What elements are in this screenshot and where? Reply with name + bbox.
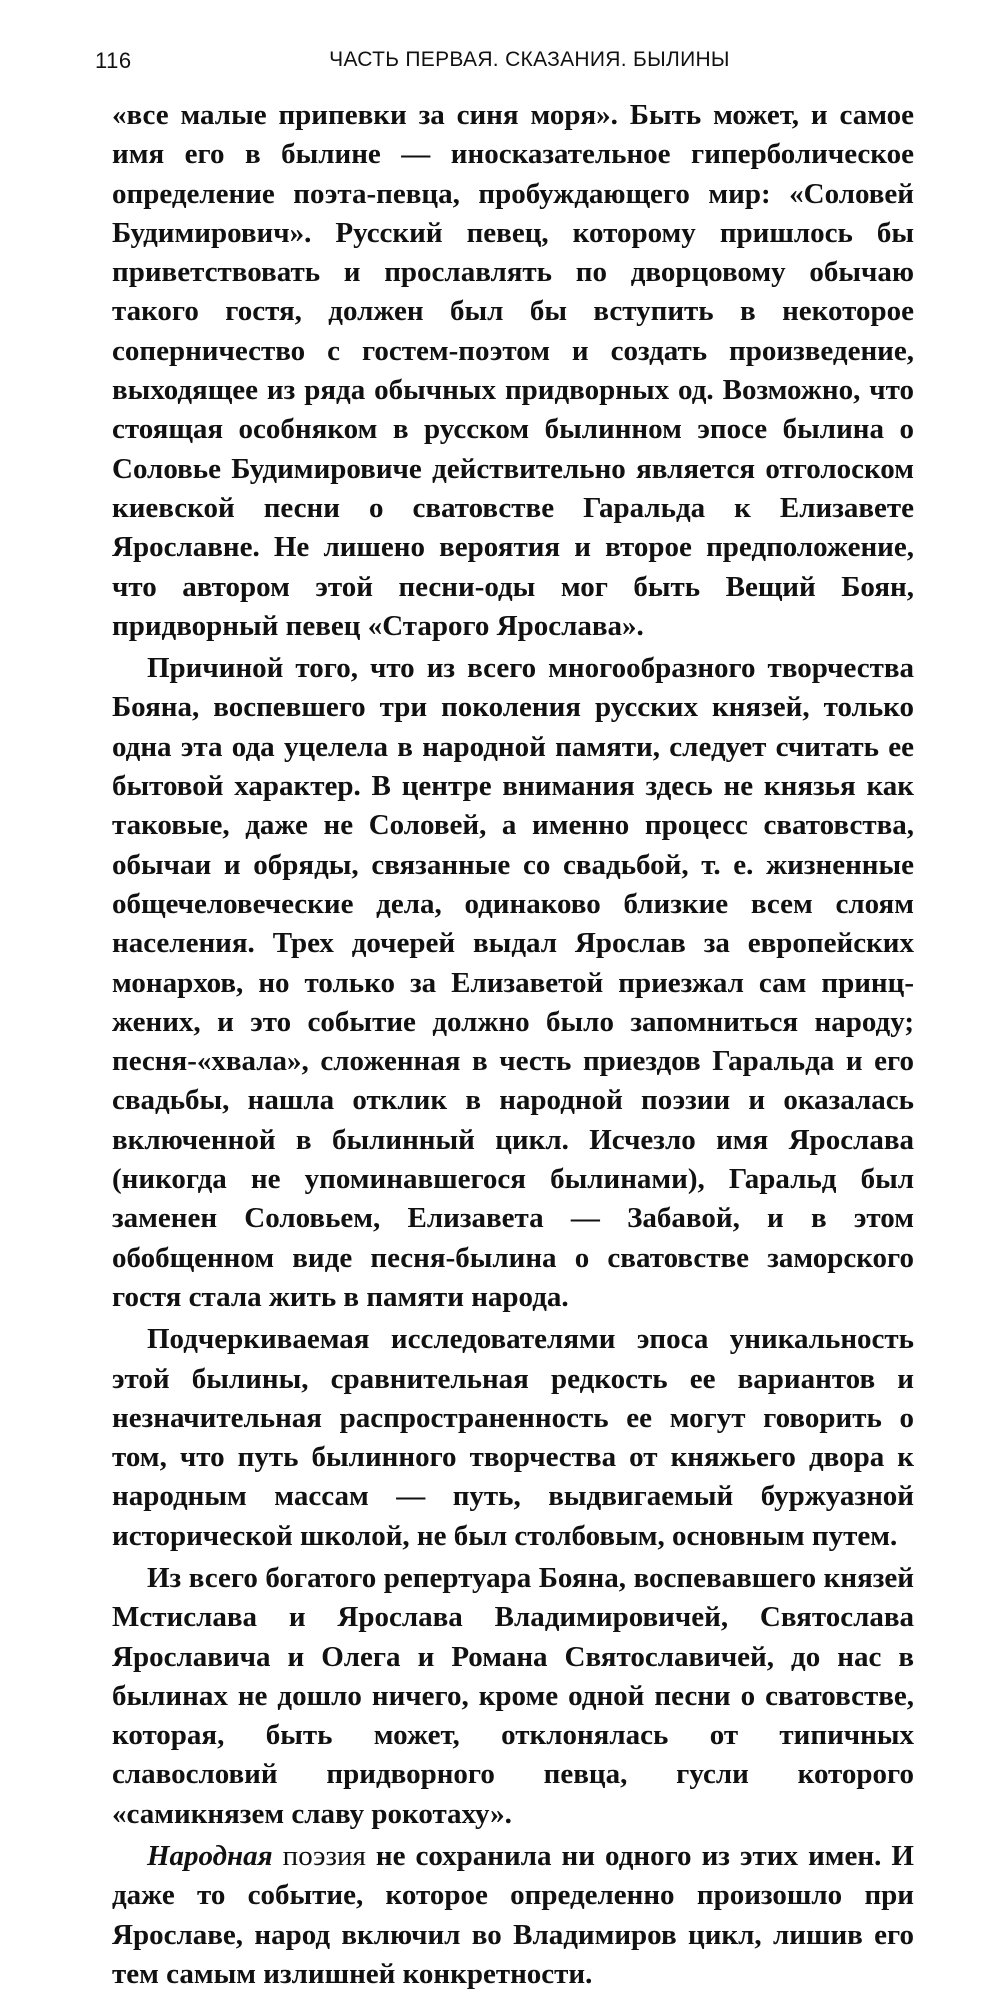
- paragraph-5-text: не сохранила ни одного из этих имен. И даже то событие, которое определенно произошло при Ярославе, народ включил во Владимиров цикл, лишив его тем самым излишней конкретности.: [112, 1840, 914, 1990]
- page-header: [95, 48, 904, 80]
- page-number: 116: [95, 48, 132, 73]
- body-text: [112, 96, 914, 1994]
- paragraph-3: Подчеркиваемая исследователями эпоса уникальность этой былины, сравнительная редкость ее вариантов и незначительная распространенность ее могут говорить о том, что путь былинного творчества от княжьего двора к народным массам — путь, выдвигаемый буржуазной исторической школой, не был столбовым, основным путем.: [112, 1323, 914, 1552]
- italic-lead-word: Народная: [147, 1840, 273, 1873]
- normal-weight-word: поэзия: [272, 1840, 366, 1873]
- paragraph-4: Из всего богатого репертуара Бояна, воспевавшего князей Мстислава и Ярослава Владимировичей, Святослава Ярославича и Олега и Романа Святославичей, до нас в былинах не дошло ничего, кроме одной песни о сватовстве, которая, быть может, отклонялась от типичных славословий придворного певца, гусли которого «самикнязем славу рокотаху».: [112, 1561, 914, 1830]
- running-head: ЧАСТЬ ПЕРВАЯ. СКАЗАНИЯ. БЫЛИНЫ: [329, 48, 730, 71]
- paragraph-5: [112, 1837, 914, 1994]
- paragraph-2: Причиной того, что из всего многообразного творчества Бояна, воспевшего три поколения русских князей, только одна эта ода уцелела в народной памяти, следует считать ее бытовой характер. В центре внимания здесь не князья как таковые, даже не Соловей, а именно процесс сватовства, обычаи и обряды, связанные со свадьбой, т. е. жизненные общечеловеческие дела, одинаково близкие всем слоям населения. Трех дочерей выдал Ярослав за европейских монархов, но только за Елизаветой приезжал сам принц-жених, и это событие должно было запомниться народу; песня-«хвала», сложенная в честь приездов Гаральда и его свадьбы, нашла отклик в народной поэзии и оказалась включенной в былинный цикл. Исчезло имя Ярослава (никогда не упоминавшегося былинами), Гаральд был заменен Соловьем, Елизавета — Забавой, и в этом обобщенном виде песня-былина о сватовстве заморского гостя стала жить в памяти народа.: [112, 652, 914, 1313]
- paragraph-1: «все малые припевки за синя моря». Быть может, и самое имя его в былине — иносказательное гиперболическое определение поэта-певца, пробуждающего мир: «Соловей Будимирович». Русский певец, которому пришлось бы приветствовать и прославлять по дворцовому обычаю такого гостя, должен был бы вступить в некоторое соперничество с гостем-поэтом и создать произведение, выходящее из ряда обычных придворных од. Возможно, что стоящая особняком в русском былинном эпосе былина о Соловье Будимировиче действительно является отголоском киевской песни о сватовстве Гаральда к Елизавете Ярославне. Не лишено вероятия и второе предположение, что автором этой песни-оды мог быть Вещий Боян, придворный певец «Старого Ярослава».: [112, 99, 914, 642]
